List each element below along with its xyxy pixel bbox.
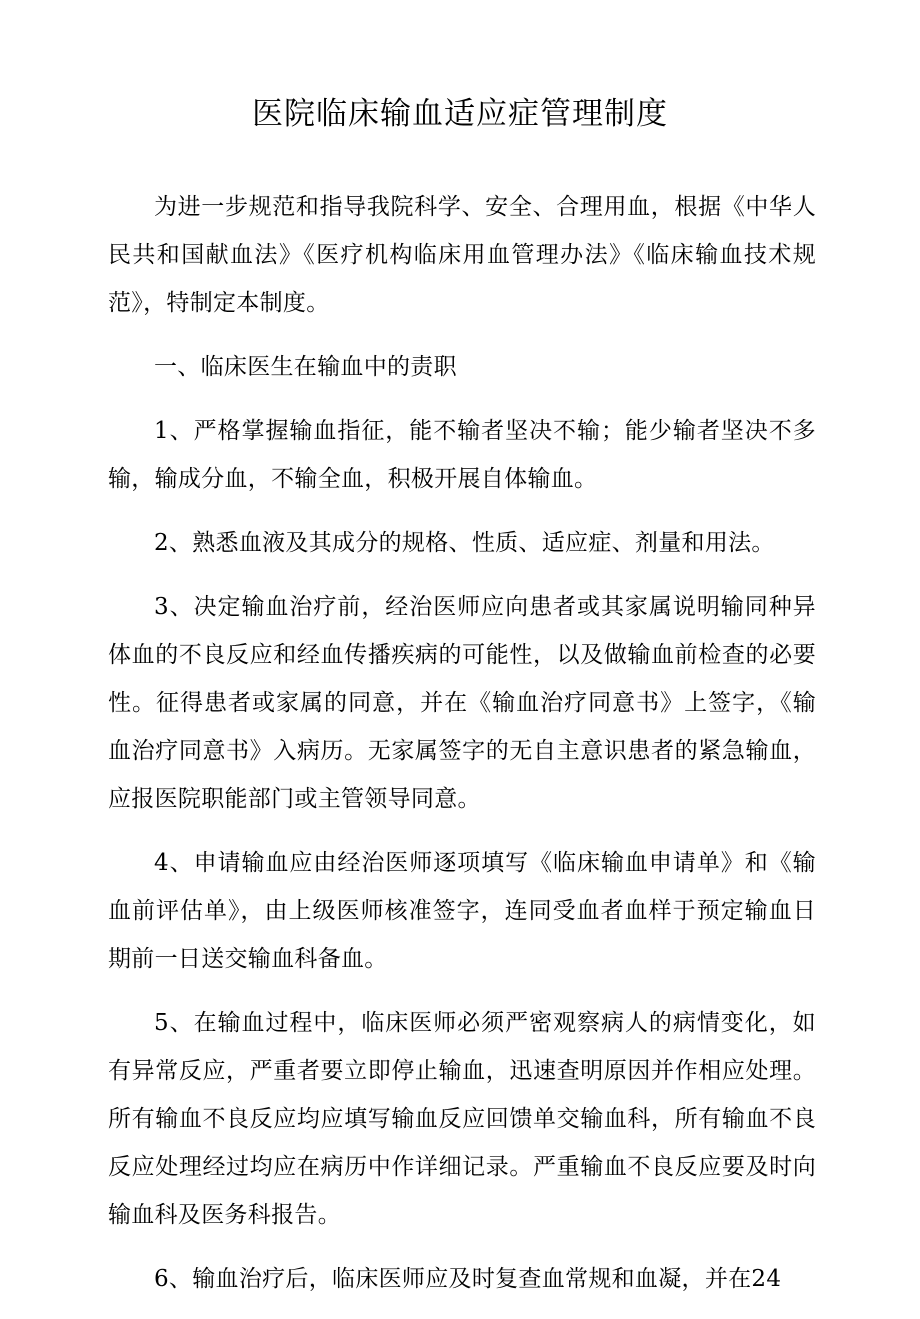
clause-4-paragraph: 4、申请输血应由经治医师逐项填写《临床输血申请单》和《输血前评估单》，由上级医师核准签字，连同受血者血样于预定输血日期前一日送交输血科备血。 <box>108 850 816 972</box>
intro-paragraph: 为进一步规范和指导我院科学、安全、合理用血，根据《中华人民共和国献血法》《医疗机构临床用血管理办法》《临床输血技术规范》，特制定本制度。 <box>108 194 816 316</box>
clause-3-paragraph: 3、决定输血治疗前，经治医师应向患者或其家属说明输同种异体血的不良反应和经血传播疾病的可能性，以及做输血前检查的必要性。征得患者或家属的同意，并在《输血治疗同意书》上签字，《输血治疗同意书》入病历。无家属签字的无自主意识患者的紧急输血，应报医院职能部门或主管领导同意。 <box>108 594 816 812</box>
clause-1-paragraph: 1、严格掌握输血指征，能不输者坚决不输；能少输者坚决不多输，输成分血，不输全血，积极开展自体输血。 <box>108 418 816 492</box>
clause-2-paragraph: 2、熟悉血液及其成分的规格、性质、适应症、剂量和用法。 <box>154 530 775 556</box>
document-body <box>108 183 816 1319</box>
section-heading-doctor-duties: 一、临床医生在输血中的责职 <box>154 354 457 380</box>
document-title: 医院临床输血适应症管理制度 <box>252 96 668 132</box>
clause-6-paragraph: 6、输血治疗后，临床医师应及时复查血常规和血凝，并在24 <box>154 1266 782 1292</box>
clause-5-paragraph: 5、在输血过程中，临床医师必须严密观察病人的病情变化，如有异常反应，严重者要立即停止输血，迅速查明原因并作相应处理。所有输血不良反应均应填写输血反应回馈单交输血科，所有输血不良反应处理经过均应在病历中作详细记录。严重输血不良反应要及时向输血科及医务科报告。 <box>108 1010 816 1228</box>
